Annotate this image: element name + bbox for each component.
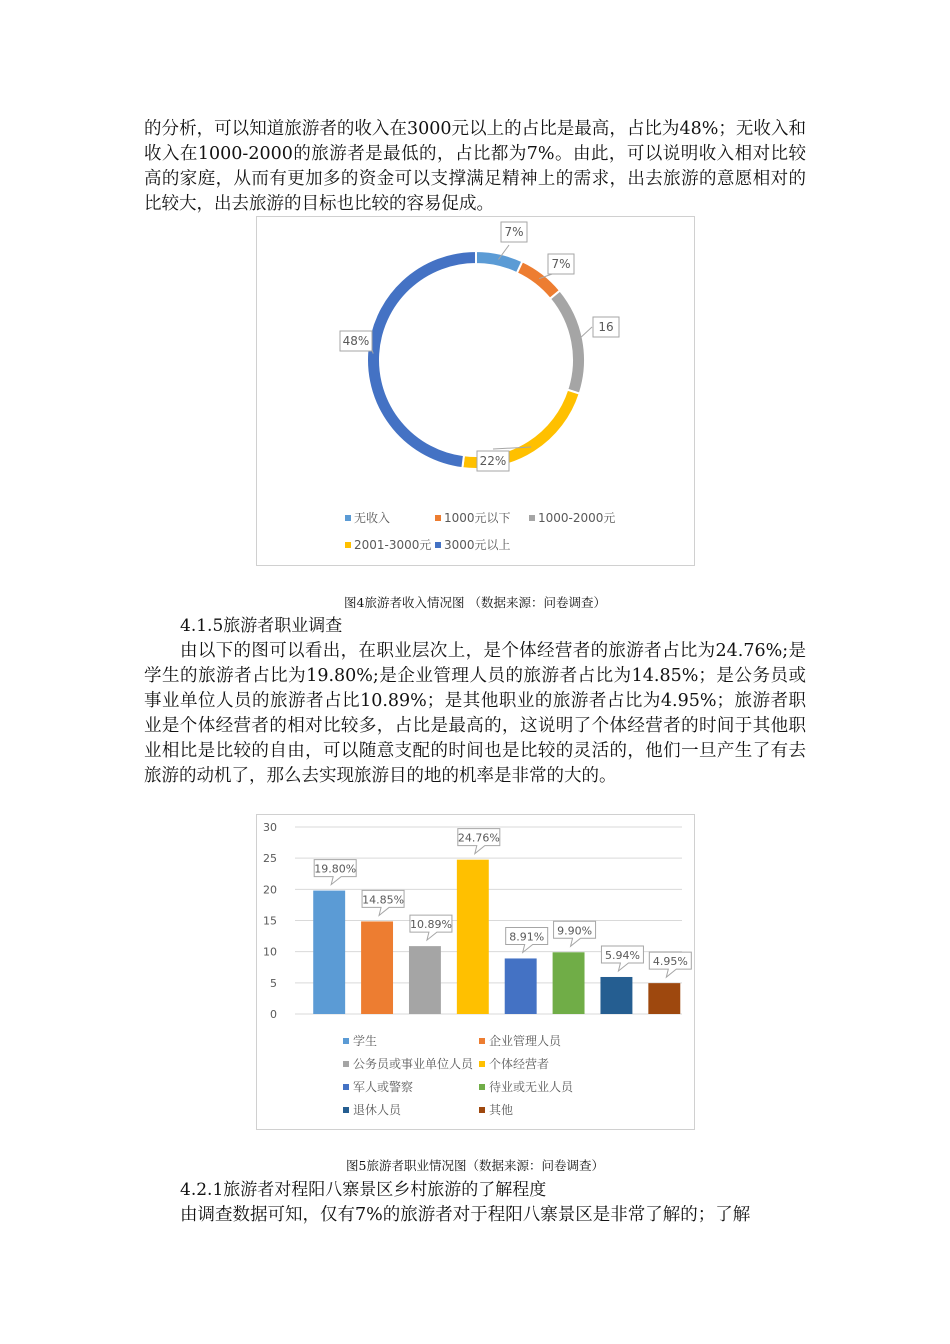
- section-heading-occupation: 4.1.5旅游者职业调查: [180, 616, 343, 636]
- legend-swatch: [435, 515, 441, 521]
- legend-entry: 退休人员: [353, 1103, 402, 1117]
- figure-4-caption: 图4旅游者收入情况图 （数据来源：问卷调查）: [344, 595, 606, 610]
- bar: [313, 891, 345, 1014]
- legend-swatch: [343, 1107, 349, 1113]
- y-tick-label: 15: [263, 914, 277, 928]
- donut-slice: [476, 251, 522, 273]
- legend-entry: 军人或警察: [353, 1080, 414, 1094]
- bar-data-label: 10.89%: [409, 918, 452, 932]
- section-heading-awareness: 4.2.1旅游者对程阳八寨景区乡村旅游的了解程度: [180, 1180, 547, 1200]
- legend-entry: 1000-2000元: [538, 511, 616, 525]
- legend-entry: 2001-3000元: [354, 538, 432, 552]
- legend-swatch: [479, 1061, 485, 1067]
- donut-data-label: 7%: [504, 225, 524, 239]
- awareness-paragraph: 由调查数据可知，仅有7%的旅游者对于程阳八寨景区是非常了解的；了解: [180, 1205, 751, 1225]
- legend-entry: 其他: [489, 1103, 514, 1117]
- y-tick-label: 5: [270, 976, 277, 990]
- legend-swatch: [479, 1038, 485, 1044]
- y-tick-label: 25: [263, 852, 277, 866]
- legend-entry: 学生: [353, 1034, 378, 1048]
- legend-swatch: [345, 515, 351, 521]
- bar-data-label: 5.94%: [604, 948, 640, 962]
- legend-swatch: [479, 1084, 485, 1090]
- legend-swatch: [343, 1038, 349, 1044]
- donut-data-label: 22%: [479, 454, 507, 468]
- bar: [505, 958, 537, 1014]
- legend-entry: 公务员或事业单位人员: [353, 1057, 474, 1071]
- legend-swatch: [435, 542, 441, 548]
- bar: [600, 977, 632, 1014]
- legend-entry: 待业或无业人员: [489, 1080, 574, 1094]
- legend-entry: 企业管理人员: [489, 1034, 562, 1048]
- bar: [409, 946, 441, 1014]
- occupation-bar-chart: [257, 815, 694, 1129]
- bar-data-label: 4.95%: [652, 955, 688, 969]
- donut-data-label: 7%: [551, 257, 571, 271]
- occupation-paragraph: 由以下的图可以看出，在职业层次上，是个体经营者的旅游者占比为24.76%;是学生的旅游者占比为19.80%;是企业管理人员的旅游者占比为14.85%；是公务员或事业单位人员的旅游者占比10.89%；是其他职业的旅游者占比为4.95%；旅游者职业是个体经营者的相对比较多，占比是最高的，这说明了个体经营者的时间于其他职业相比是比较的自由，可以随意支配的时间也是比较的灵活的，他们一旦产生了有去旅游的动机了，那么去实现旅游目的地的机率是非常的大的。: [144, 641, 806, 786]
- legend-entry: 3000元以上: [444, 538, 511, 552]
- legend-swatch: [343, 1084, 349, 1090]
- legend-swatch: [345, 542, 351, 548]
- y-tick-label: 10: [263, 945, 277, 959]
- income-donut-chart: [257, 217, 694, 565]
- donut-slice: [550, 291, 585, 394]
- y-tick-label: 0: [270, 1008, 277, 1021]
- bar-data-label: 8.91%: [509, 930, 545, 944]
- legend-swatch: [343, 1061, 349, 1067]
- bar-data-label: 14.85%: [362, 893, 405, 907]
- bar-data-label: 19.80%: [314, 862, 357, 876]
- bar-data-label: 24.76%: [457, 831, 500, 845]
- donut-slice: [367, 251, 476, 468]
- legend-swatch: [529, 515, 535, 521]
- bar-data-label: 9.90%: [557, 924, 593, 938]
- intro-paragraph: 的分析，可以知道旅游者的收入在3000元以上的占比是最高，占比为48%；无收入和收入在1000-2000的旅游者是最低的，占比都为7%。由此，可以说明收入相对比较高的家庭，从而有更加多的资金可以支撑满足精神上的需求，出去旅游的意愿相对的比较大，出去旅游的目标也比较的容易促成。: [144, 119, 806, 214]
- legend-entry: 无收入: [354, 511, 391, 525]
- bar: [553, 952, 585, 1014]
- y-tick-label: 20: [263, 883, 277, 897]
- legend-entry: 1000元以下: [444, 511, 511, 525]
- bar: [361, 921, 393, 1014]
- occupation-bar-chart-frame: [256, 814, 695, 1130]
- y-tick-label: 30: [263, 821, 277, 834]
- bar: [648, 983, 680, 1014]
- bar: [457, 860, 489, 1014]
- legend-swatch: [479, 1107, 485, 1113]
- donut-data-label: 16: [598, 320, 614, 334]
- donut-data-label: 48%: [342, 334, 370, 348]
- income-donut-chart-frame: [256, 216, 695, 566]
- legend-entry: 个体经营者: [489, 1057, 550, 1071]
- figure-5-caption: 图5旅游者职业情况图（数据来源：问卷调查）: [346, 1158, 604, 1173]
